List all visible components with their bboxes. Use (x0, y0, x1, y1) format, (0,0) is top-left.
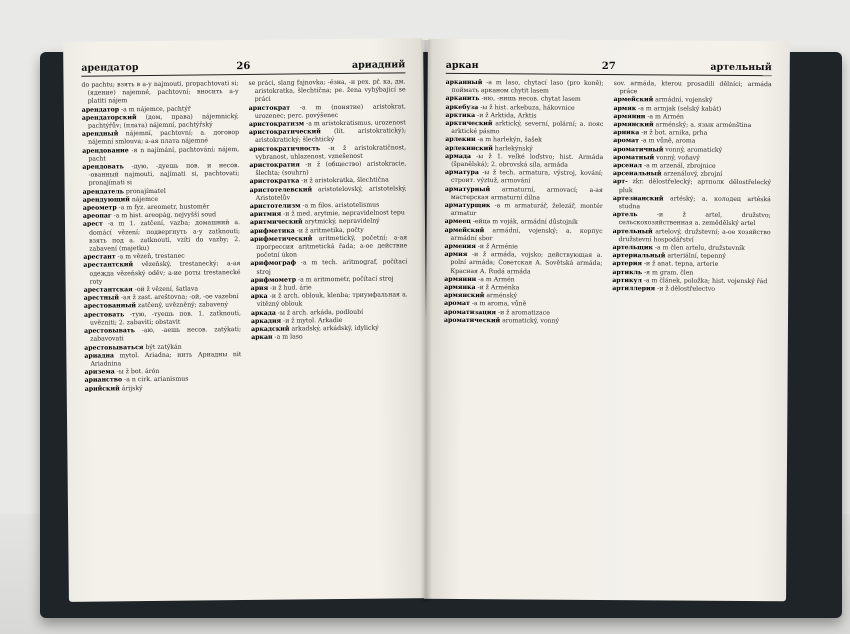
entry-definition: do pachtu; взять в а-у najmouti, propachtovati si; (ядение) najemné, pachtovní; вносить а-у platiti nájem (81, 80, 239, 106)
entry-definition: zkr. dělostřelecký; артполк dělostřelecký pluk (618, 178, 771, 194)
entry-definition: -и ž aromatizace (497, 308, 550, 317)
entry-headword: ароматный (613, 153, 655, 162)
entry-headword: арианство (84, 376, 123, 385)
entry-headword: арлекин (445, 136, 476, 144)
entry-definition: -а m aritmometr, počítací stroj (297, 275, 394, 284)
entry-definition: aromatický, vonný (502, 317, 560, 325)
dictionary-entry (249, 103, 406, 121)
entry-definition: -а m nájemce, pachtýř (120, 105, 191, 113)
entry-headword: ария (250, 284, 269, 293)
entry-definition: arzenálový, zbrojní (663, 170, 723, 179)
entry-headword: арифмометр (250, 276, 297, 284)
book-gutter (420, 40, 432, 602)
entry-headword: арифмограф (250, 259, 297, 268)
entry-headword: аркадский (251, 325, 290, 334)
dictionary-entry (84, 326, 241, 344)
right-page-columns (442, 79, 772, 595)
entry-definition: -и ž hud. árie (270, 284, 312, 292)
left-page-number: 26 (236, 60, 251, 73)
entry-definition: nájemní, pachtovní; а. договор nájemní smlouva; а-ая плата nájemné (88, 129, 240, 147)
entry-definition: -и ž bot. arnika, prha (641, 129, 708, 137)
entry-definition: mytol. Ariadna; нить Ариадны nit Ariadnina (90, 350, 242, 368)
entry-definition: pronajímatel (125, 187, 166, 195)
entry-headword: армянин (613, 112, 646, 121)
entry-headword: аромат (613, 137, 639, 145)
entry-headword: армеец (444, 218, 471, 226)
entry-definition: -ы ž arch. arkáda, podloubí (277, 308, 364, 317)
left-column-2 (248, 78, 410, 594)
entry-headword: арсенал (613, 162, 643, 170)
entry-headword: арматурщик (444, 201, 491, 210)
dictionary-entry (445, 153, 603, 171)
entry-definition: -а m Armén (647, 113, 684, 121)
entry-headword: армянский (613, 121, 654, 129)
entry-headword: ариадна (84, 352, 115, 360)
entry-definition: -и ž aristokratka, šlechtična (301, 176, 389, 185)
entry-headword: аркан (251, 334, 273, 342)
entry-definition: -я n najímání, pachtování; nájem, pacht (88, 145, 240, 163)
entry-headword: ароматичный (613, 145, 664, 154)
entry-definition: se práci, slang fajnovka; -ёзна, -н pex. př. ка, дм. aristokratka, šlechtična; pe. žena vyhýbající se práci (248, 78, 406, 104)
entry-definition: -а m člen artelu, družstevník (654, 244, 745, 253)
entry-headword: аритмия (249, 210, 282, 219)
dictionary-entry (251, 292, 408, 310)
dictionary-entry (445, 120, 603, 138)
entry-headword: арендовать (82, 163, 124, 171)
dictionary-entry (445, 227, 603, 245)
dictionary-entry (250, 234, 407, 260)
entry-headword: армада (445, 152, 472, 160)
dictionary-entry (82, 113, 239, 131)
entry-definition: -а m 1. zatčení, vazba; домашний а. domácí vězení; подвергнуть а-у zatknouti; взять под а. zatknouti, vzíti do vazby; 2. zabavení (majetku) (89, 219, 241, 253)
right-page-number: 27 (601, 60, 616, 73)
entry-definition: -а m laso (274, 333, 303, 341)
entry-definition: vězeňský, trestanecký; а-ая одежда vězeňský oděv; а-ие роты trestanecké roty (89, 260, 241, 286)
entry-definition: -а m aroma, vůně (471, 300, 527, 308)
entry-headword: артикул (612, 276, 642, 285)
entry-definition: -тую, -туешь пов. 1. zatknouti, uvězniti; 2. zabaviti; obstavit (89, 309, 241, 327)
entry-headword: артель (612, 211, 638, 219)
dictionary-entry (613, 228, 771, 246)
entry-headword: аристократка (249, 177, 300, 186)
right-page-header (446, 57, 772, 76)
entry-headword: армейский (613, 96, 654, 104)
dictionary-entry (613, 195, 771, 213)
entry-headword: аристократ (248, 104, 291, 112)
entry-headword: арийский (84, 384, 120, 393)
entry-headword: арендатор (81, 105, 120, 114)
dictionary-entry (613, 211, 771, 229)
entry-definition: -а m vězeň, trestanec (117, 252, 185, 261)
entry-headword: арестный (83, 294, 120, 302)
dictionary-entry (85, 384, 242, 394)
entry-definition: -а m laso, chytací laso (pro koně); поймать арканом chytit lasem (451, 79, 604, 95)
entry-headword: аркадия (250, 317, 282, 325)
entry-headword: аристотелизм (249, 202, 301, 211)
left-column-1 (81, 80, 243, 596)
entry-headword: артельщик (612, 244, 653, 252)
entry-headword: арлекинский (445, 144, 493, 152)
entry-headword: арника (613, 129, 640, 137)
entry-headword: арсенальный (612, 170, 662, 178)
right-column-1 (442, 79, 604, 594)
dictionary-entry (446, 79, 604, 97)
entry-headword: артельный (612, 227, 653, 235)
entry-headword: армия (444, 251, 468, 259)
entry-headword: артерия (612, 260, 643, 268)
entry-definition: armádní, vojenský; а. корпус armádní sbor (450, 226, 603, 243)
entry-definition: arkadský, arkádský, idylický (291, 324, 379, 333)
left-page-header (81, 56, 405, 76)
entry-headword: аристократия (249, 161, 300, 169)
entry-definition: artelový, družstevní; а-ое хозяйство družstevní hospodářství (618, 227, 771, 244)
entry-headword: арканить (445, 95, 480, 103)
entry-headword: арендный (82, 130, 119, 138)
entry-headword: арендующий (82, 196, 130, 204)
entry-definition: -а m (понятие) aristokrat, urozenec; perc. povýšenec (254, 102, 406, 120)
entry-headword: арктический (445, 119, 493, 128)
dictionary-entry (613, 178, 771, 196)
entry-headword: арестовать (83, 310, 125, 319)
entry-definition: -и ž (общество) aristokracie, šlechta; (souhrn) (255, 160, 407, 178)
entry-definition: -и ž armáda, vojsko; действующая а. polní armáda; Советская А. Sovětská armáda; Красная А. Rudá armáda (450, 251, 603, 276)
entry-definition: -а m arzenál, zbrojnice (643, 162, 716, 170)
dictionary-entry (445, 169, 603, 187)
entry-definition: arktický, severní, polární; а. пояс arktické pásmo (451, 120, 604, 136)
entry-headword: армейский (444, 226, 485, 234)
entry-headword: арестант (83, 253, 116, 261)
entry-definition: (дом, права) nájemnický, pachtýřův; (плата) nájemní, pachtýřský (87, 112, 239, 130)
entry-headword: артериальный (612, 252, 666, 260)
entry-definition: -и ž aristokratičnost, vybranost, uhlazenost, vznešenost (255, 143, 407, 161)
entry-headword: аристократический (249, 128, 321, 137)
entry-definition: sov. armáda, kterou prosadili dělníci; armáda práce (613, 80, 772, 96)
entry-headword: ароматический (443, 316, 501, 325)
entry-definition: (lit. aristokratický); aristokratický; šlechtický (255, 127, 407, 145)
entry-definition: -а m harlekýn, šašek (477, 136, 542, 144)
left-page-columns (81, 78, 410, 595)
dictionary-entry (84, 310, 241, 328)
entry-headword: арендаторский (81, 113, 137, 122)
dictionary-entry (81, 80, 238, 106)
dictionary-entry (83, 220, 240, 254)
entry-headword: аристотелевский (249, 185, 313, 194)
entry-headword: арифметический (250, 235, 313, 243)
entry-definition: -и ž arch. oblouk, klenba; триумфальная а. vítězný oblouk (256, 291, 408, 309)
entry-headword: армения (444, 242, 476, 251)
entry-headword: арифметика (250, 227, 295, 235)
left-guide-word-first: арендатор (81, 62, 139, 74)
entry-headword: ареопаг (82, 212, 112, 220)
entry-headword: арест (82, 220, 103, 229)
entry-definition: -а m armjak (selský kabát) (638, 104, 722, 113)
entry-headword: армянский (444, 292, 485, 300)
entry-definition: -а m fyz. areometr, hustoměr (118, 203, 210, 212)
left-guide-word-last: ариадний (351, 59, 406, 71)
entry-headword: ареометр (82, 204, 117, 212)
dictionary-entry (250, 259, 407, 277)
dictionary-entry (250, 185, 407, 203)
entry-definition: arteriální, tepenný (667, 252, 726, 261)
entry-definition: -ы ž tech. armatura, výstroj, kování; строит. výztuž, armování (450, 169, 604, 185)
entry-definition: -а m filos. aristotelismus (302, 201, 380, 210)
dictionary-entry (84, 351, 241, 369)
entry-definition: -и ž aritmetika, počty (296, 226, 364, 235)
entry-definition: -ейца m voják, armádní důstojník (472, 218, 578, 227)
entry-definition: -и ž anat. tepna, arterie (643, 260, 719, 269)
right-page (424, 39, 790, 602)
entry-headword: артикль (612, 268, 643, 276)
entry-headword: армянка (444, 283, 476, 292)
entry-headword: арт- (612, 178, 628, 186)
entry-definition: -ой ž vězení, šatlava (134, 285, 199, 294)
entry-definition: -ы ž hist. arkebuza, hákovnice (480, 103, 575, 112)
entry-definition: -и ž dělostřelectvo (657, 285, 715, 293)
entry-headword: аркебуза (445, 103, 479, 111)
dictionary-entry (249, 160, 406, 178)
entry-headword: аристократичность (249, 144, 321, 153)
entry-definition: -а m aristokratismus, urozenost (306, 119, 406, 128)
entry-definition: -аю, -аешь несов. zatýkati; zabavovati (90, 326, 242, 343)
entry-definition: -и ž Arménka (477, 284, 520, 292)
entry-definition: -а m článek, položka; hist. vojenský řád (643, 277, 768, 285)
entry-definition: nájemce (131, 195, 159, 204)
entry-headword: аризема (84, 368, 115, 376)
entry-headword: арестовывать (84, 327, 136, 335)
entry-headword: арматурный (444, 185, 491, 193)
entry-definition: artéský; а. колодец artéská studna (618, 195, 771, 211)
dictionary-entry (251, 275, 408, 285)
entry-headword: армянин (444, 275, 477, 283)
dictionary-entry (248, 78, 405, 104)
right-guide-word-first: аркан (445, 59, 479, 72)
entry-definition: armaturní, armovací; а-ая мастерская armaturní dílna (450, 185, 603, 202)
entry-definition: armádní, vojenský (655, 96, 713, 105)
entry-headword: арестованный (83, 302, 137, 311)
dictionary-entry (249, 144, 406, 162)
entry-definition: aristotelovský, aristotelský, Aristotelův (255, 184, 407, 202)
entry-definition: -и ž med. arytmie, nepravidelnost tepu (283, 209, 405, 218)
entry-headword: артиллерия (612, 285, 656, 293)
entry-definition: arytmický, nepravidelný (304, 218, 380, 226)
entry-definition: -дую, -дуешь пов. и несов. -ованный najmouti, najímati si, pachtovati; pronajímati si (88, 162, 240, 188)
dictionary-entry (83, 261, 240, 287)
entry-headword: арктика (445, 111, 476, 119)
entry-definition: -я m gram. člen (644, 268, 694, 277)
entry-definition: -ая ž zast. areštovna; -ой, -ое vazební (120, 293, 239, 302)
entry-definition: -а m vůně, aroma (640, 137, 696, 146)
entry-headword: арканный (445, 78, 483, 87)
dictionary-entry (445, 186, 603, 204)
entry-headword: арестантский (83, 261, 134, 270)
entry-headword: аритмический (249, 218, 303, 227)
entry-definition: -ы ž bot. árón (116, 368, 160, 376)
entry-definition: -а n cirk. arianismus (124, 375, 189, 384)
entry-headword: арка (250, 293, 268, 301)
dictionary-entry (82, 129, 239, 147)
dictionary-entry (444, 317, 602, 326)
dictionary-entry (82, 162, 239, 188)
entry-headword: арестантская (83, 286, 133, 294)
entry-definition: -и ž mytol. Arkadie (283, 316, 343, 325)
entry-definition: -ню, -нишь несов. chytat lasem (481, 95, 581, 104)
entry-headword: арендование (82, 146, 129, 155)
entry-headword: ароматизация (444, 308, 497, 316)
entry-definition: vonný, voňavý (656, 154, 700, 162)
dictionary-entry (614, 80, 772, 98)
dictionary-entry (444, 251, 602, 277)
entry-definition: -и ž Arménie (477, 243, 518, 251)
dictionary-entry (445, 202, 603, 220)
dictionary-entry (82, 146, 239, 164)
entry-definition: -а m hist. areopág, nejvyšší soud (113, 211, 217, 220)
entry-definition: -а m tech. aritmograf, počítací stroj (256, 258, 408, 276)
entry-definition: harlekýnský (494, 144, 533, 153)
dictionary-entry (251, 333, 408, 343)
entry-definition: -ы ž 1. velké loďstvo; hist. Armáda (španělská); 2. obrovská síla, armáda (451, 152, 604, 169)
entry-definition: -а m armaturář, železář, montér armatur (450, 202, 603, 218)
entry-definition: -и ž Arktida, Arktis (477, 111, 537, 120)
entry-headword: арестовываться (84, 343, 144, 352)
right-column-2 (610, 80, 772, 595)
entry-headword: арендатель (82, 187, 124, 196)
entry-definition: arménský; а. язык arménština (655, 121, 752, 130)
entry-definition: aritmetický, početní; а-ая прогрессия aritmetická řada; а-ое действие početní úkon (256, 234, 408, 260)
entry-definition: vonný, aromatický (665, 146, 723, 154)
entry-definition: být zatýkán (145, 343, 182, 351)
dictionary-entry (612, 285, 770, 294)
entry-headword: армяк (613, 104, 637, 112)
entry-headword: аромат (444, 300, 470, 308)
entry-headword: аристократизм (248, 120, 305, 128)
entry-headword: арматура (445, 169, 479, 177)
entry-definition: zatčený, uvězněný; zabavený (137, 301, 229, 310)
left-page (63, 38, 429, 602)
entry-definition: -а m Armén (478, 275, 515, 284)
entry-definition: -и ž artel, družstvo; сельскохозяйственная а. zemědělský artel (618, 211, 771, 228)
entry-headword: артезианский (612, 194, 664, 203)
entry-definition: arménský (486, 292, 517, 300)
right-guide-word-last: артельный (710, 61, 772, 74)
entry-headword: аркада (250, 309, 276, 317)
entry-definition: árijský (121, 384, 143, 392)
dictionary-entry (249, 128, 406, 146)
